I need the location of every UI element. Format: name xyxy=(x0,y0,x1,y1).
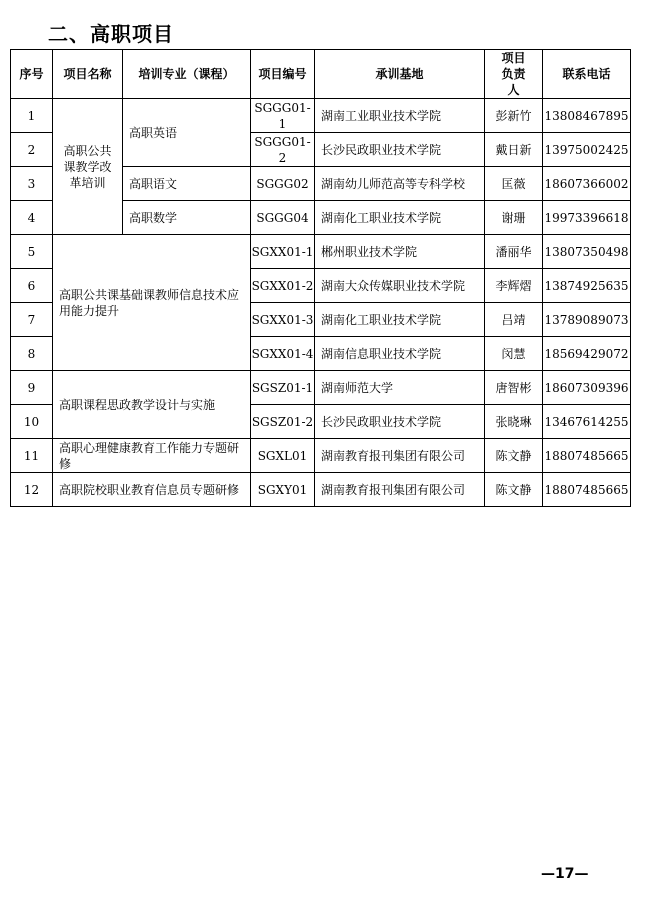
cell-no: 1 xyxy=(11,99,53,133)
header-no: 序号 xyxy=(11,50,53,99)
section-title: 二、高职项目 xyxy=(48,22,174,46)
cell-no: 11 xyxy=(11,439,53,473)
cell-code: SGXX01-3 xyxy=(251,303,315,337)
cell-base: 湖南化工职业技术学院 xyxy=(315,303,485,337)
cell-phone: 13808467895 xyxy=(543,99,631,133)
cell-no: 6 xyxy=(11,269,53,303)
cell-phone: 13975002425 xyxy=(543,133,631,167)
cell-base: 长沙民政职业技术学院 xyxy=(315,133,485,167)
header-base: 承训基地 xyxy=(315,50,485,99)
cell-base: 长沙民政职业技术学院 xyxy=(315,405,485,439)
header-leader: 项目负责人 xyxy=(485,50,543,99)
cell-base: 郴州职业技术学院 xyxy=(315,235,485,269)
cell-no: 8 xyxy=(11,337,53,371)
cell-leader: 吕靖 xyxy=(485,303,543,337)
cell-leader: 匡薇 xyxy=(485,167,543,201)
header-phone: 联系电话 xyxy=(543,50,631,99)
cell-project-name: 高职公共课基础课教师信息技术应用能力提升 xyxy=(53,235,251,371)
cell-code: SGSZ01-1 xyxy=(251,371,315,405)
cell-no: 5 xyxy=(11,235,53,269)
cell-code: SGSZ01-2 xyxy=(251,405,315,439)
cell-phone: 18607309396 xyxy=(543,371,631,405)
cell-code: SGXY01 xyxy=(251,473,315,507)
cell-no: 9 xyxy=(11,371,53,405)
cell-phone: 18807485665 xyxy=(543,439,631,473)
table-row xyxy=(11,235,631,269)
cell-specialty: 高职英语 xyxy=(123,99,251,167)
cell-phone: 18807485665 xyxy=(543,473,631,507)
cell-leader: 陈文静 xyxy=(485,439,543,473)
cell-specialty: 高职语文 xyxy=(123,167,251,201)
cell-specialty: 高职数学 xyxy=(123,201,251,235)
cell-phone: 19973396618 xyxy=(543,201,631,235)
cell-base: 湖南教育报刊集团有限公司 xyxy=(315,439,485,473)
cell-code: SGXX01-1 xyxy=(251,235,315,269)
cell-base: 湖南幼儿师范高等专科学校 xyxy=(315,167,485,201)
cell-leader: 唐智彬 xyxy=(485,371,543,405)
cell-base: 湖南化工职业技术学院 xyxy=(315,201,485,235)
cell-no: 3 xyxy=(11,167,53,201)
cell-no: 10 xyxy=(11,405,53,439)
cell-leader: 戴日新 xyxy=(485,133,543,167)
cell-code: SGGG02 xyxy=(251,167,315,201)
cell-base: 湖南大众传媒职业技术学院 xyxy=(315,269,485,303)
project-table xyxy=(10,49,631,507)
cell-code: SGGG01-1 xyxy=(251,99,315,133)
cell-no: 12 xyxy=(11,473,53,507)
cell-code: SGXL01 xyxy=(251,439,315,473)
cell-project-name: 高职课程思政教学设计与实施 xyxy=(53,371,251,439)
header-project-name: 项目名称 xyxy=(53,50,123,99)
table-row xyxy=(11,371,631,405)
cell-code: SGXX01-4 xyxy=(251,337,315,371)
page-number: —17— xyxy=(541,866,589,882)
cell-code: SGXX01-2 xyxy=(251,269,315,303)
cell-project-name: 高职心理健康教育工作能力专题研修 xyxy=(53,439,251,473)
header-code: 项目编号 xyxy=(251,50,315,99)
table-row xyxy=(11,439,631,473)
cell-leader: 彭新竹 xyxy=(485,99,543,133)
cell-base: 湖南教育报刊集团有限公司 xyxy=(315,473,485,507)
cell-leader: 张晓琳 xyxy=(485,405,543,439)
cell-no: 2 xyxy=(11,133,53,167)
cell-code: SGGG04 xyxy=(251,201,315,235)
cell-project-name: 高职院校职业教育信息员专题研修 xyxy=(53,473,251,507)
cell-no: 7 xyxy=(11,303,53,337)
cell-phone: 13467614255 xyxy=(543,405,631,439)
cell-leader: 闵慧 xyxy=(485,337,543,371)
cell-leader: 陈文静 xyxy=(485,473,543,507)
cell-phone: 18569429072 xyxy=(543,337,631,371)
cell-base: 湖南工业职业技术学院 xyxy=(315,99,485,133)
cell-base: 湖南信息职业技术学院 xyxy=(315,337,485,371)
cell-phone: 18607366002 xyxy=(543,167,631,201)
cell-leader: 李辉熠 xyxy=(485,269,543,303)
cell-no: 4 xyxy=(11,201,53,235)
cell-project-name: 高职公共课教学改革培训 xyxy=(53,99,123,235)
table-header-row xyxy=(11,50,631,99)
cell-leader: 谢珊 xyxy=(485,201,543,235)
cell-base: 湖南师范大学 xyxy=(315,371,485,405)
cell-leader: 潘丽华 xyxy=(485,235,543,269)
cell-code: SGGG01-2 xyxy=(251,133,315,167)
cell-phone: 13789089073 xyxy=(543,303,631,337)
table-row xyxy=(11,99,631,133)
cell-phone: 13874925635 xyxy=(543,269,631,303)
header-specialty: 培训专业（课程） xyxy=(123,50,251,99)
cell-phone: 13807350498 xyxy=(543,235,631,269)
table-row xyxy=(11,473,631,507)
